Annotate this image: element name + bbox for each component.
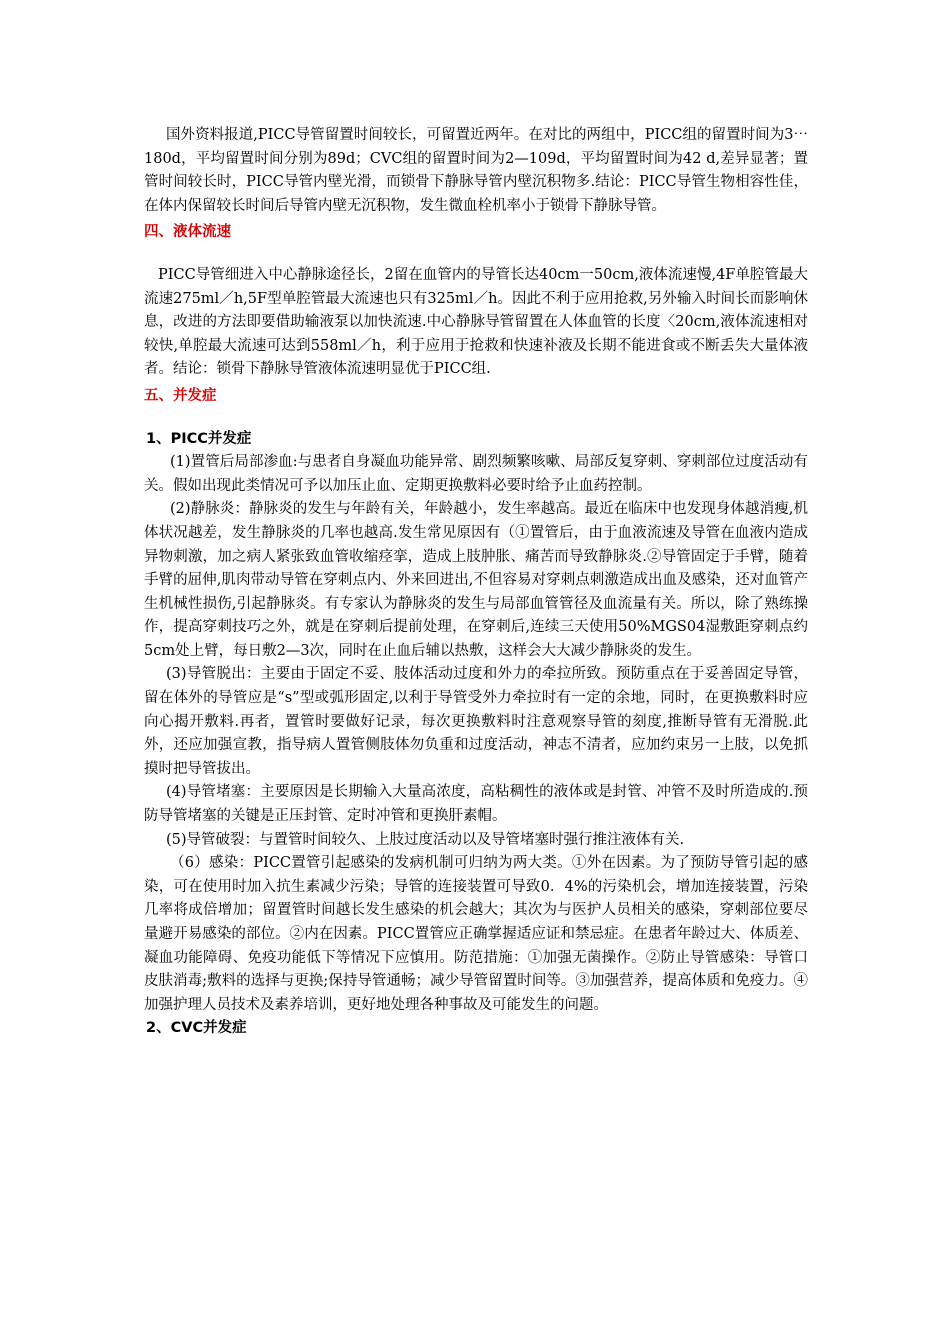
document-body (144, 124, 808, 1041)
item-local-bleeding: (1)置管后局部渗血:与患者自身凝血功能异常、剧烈频繁咳嗽、局部反复穿刺、穿刺部位过度活动有关。假如出现此类情况可予以加压止血、定期更换敷料必要时给予止血药控制。 (144, 454, 808, 494)
item-phlebitis: (2)静脉炎：静脉炎的发生与年龄有关，年龄越小，发生率越高。最近在临床中也发现身体越消瘦,机体状况越差，发生静脉炎的几率也越高.发生常见原因有（①置管后，由于血液流速及导管在血液内造成异物刺激，加之病人紧张致血管收缩痉挛，造成上肢肿胀、痛苦而导致静脉炎.②导管固定于手臂，随着手臂的屈伸,肌肉带动导管在穿刺点内、外来回进出,不但容易对穿刺点刺激造成出血及感染，还对血管产生机械性损伤,引起静脉炎。有专家认为静脉炎的发生与局部血管管径及血流量有关。所以，除了熟练操作，提高穿刺技巧之外，就是在穿刺后提前处理，在穿刺后,连续三天使用50%MGS04湿敷距穿刺点约5cm处上臂，每日敷2—3次，同时在止血后辅以热敷，这样会大大减少静脉炎的发生。 (144, 501, 808, 659)
spacer (144, 244, 808, 264)
item-catheter-dislodgement: (3)导管脱出：主要由于固定不妥、肢体活动过度和外力的牵拉所致。预防重点在于妥善固定导管，留在体外的导管应是“s”型或弧形固定,以利于导管受外力牵拉时有一定的余地，同时，在更换敷料时应向心揭开敷料.再者，置管时要做好记录，每次更换敷料时注意观察导管的刻度,推断导管有无滑脱.此外，还应加强宣教，指导病人置管侧肢体勿负重和过度活动，神志不清者，应加约束另一上肢，以免抓摸时把导管拔出。 (144, 666, 808, 777)
paragraph-flow-rate: PICC导管细进入中心静脉途径长，2留在血管内的导管长达40cm一50cm,液体流速慢,4F单腔管最大流速275ml／h,5F型单腔管最大流速也只有325ml／h。因此不利于应用抢救,另外输入时间长而影响休息，改进的方法即要借助输液泵以加快流速.中心静脉导管留置在人体血管的长度〈20cm,液体流速相对较快,单腔最大流速可达到558ml／h，利于应用于抢救和快速补液及长期不能进食或不断丢失大量体液者。结论：锁骨下静脉导管液体流速明显优于PICC组. (144, 266, 808, 378)
subheading-picc-complications: 1、PICC并发症 (146, 430, 252, 447)
spacer (144, 408, 808, 428)
subheading-cvc-complications: 2、CVC并发症 (146, 1020, 247, 1037)
item-catheter-rupture: (5)导管破裂：与置管时间较久、上肢过度活动以及导管堵塞时强行推注液体有关. (166, 831, 685, 848)
item-infection: （6）感染：PICC置管引起感染的发病机制可归纳为两大类。①外在因素。为了预防导管引起的感染，可在使用时加入抗生素减少污染；导管的连接装置可导致0．4%的污染机会，增加连接装置，污染几率将成倍增加；留置管时间越长发生感染的机会越大；其次为与医护人员相关的感染，穿刺部位要尽量避开易感染的部位。②内在因素。PICC置管应正确掌握适应证和禁忌症。在患者年龄过大、体质差、凝血功能障碍、免疫功能低下等情况下应慎用。防范措施：①加强无菌操作。②防止导管感染：导管口皮肤消毒;敷料的选择与更换;保持导管通畅；减少导管留置时间等。③加强营养，提高体质和免疫力。④加强护理人员技术及素养培训，更好地处理各种事故及可能发生的问题。 (144, 855, 808, 1013)
section-heading-flow-rate: 四、液体流速 (144, 223, 231, 241)
section-heading-complications: 五、并发症 (144, 386, 217, 404)
paragraph-retention-time: 国外资料报道,PICC导管留置时间较长，可留置近两年。在对比的两组中，PICC组的留置时间为3⋯180d，平均留置时间分别为89d；CVC组的留置时间为2—109d，平均留置时间为42 d,差异显著；置管时间较长时，PICC导管内壁光滑，而锁骨下静脉导管内壁沉积物多.结论：PICC导管生物相容性佳，在体内保留较长时间后导管内壁无沉积物，发生微血栓机率小于锁骨下静脉导管。 (144, 127, 808, 214)
item-catheter-blockage: (4)导管堵塞：主要原因是长期输入大量高浓度，高粘稠性的液体或是封管、冲管不及时所造成的.预防导管堵塞的关键是正压封管、定时冲管和更换肝素帽。 (144, 784, 808, 825)
